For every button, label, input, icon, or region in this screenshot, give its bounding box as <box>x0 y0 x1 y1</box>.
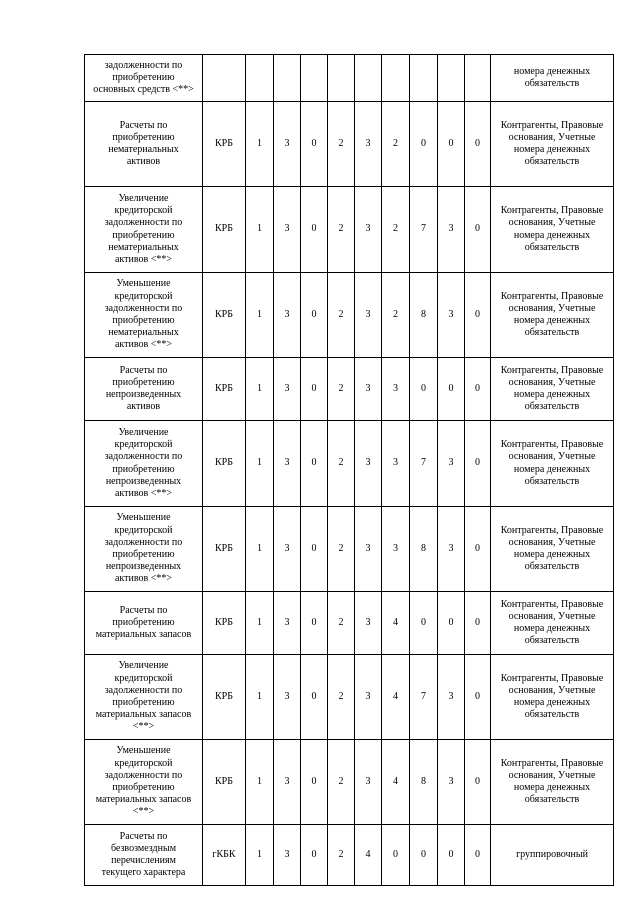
account-digit-cell: 2 <box>328 592 355 655</box>
account-digit-cell: 3 <box>274 507 301 592</box>
account-digit-cell: 0 <box>410 592 438 655</box>
account-digit-cell: 1 <box>246 273 274 358</box>
account-digit-cell: 8 <box>410 507 438 592</box>
account-digit-cell: 4 <box>382 592 410 655</box>
account-digit-cell <box>382 55 410 102</box>
kbk-type-cell: КРБ <box>203 102 246 187</box>
account-digit-cell: 3 <box>274 740 301 825</box>
account-digit-cell: 2 <box>328 507 355 592</box>
account-digit-cell: 3 <box>438 507 465 592</box>
table-row <box>85 187 614 273</box>
analytics-cell: Контрагенты, Правовые основания, Учетные номера денежных обязательств <box>491 655 614 740</box>
account-digit-cell: 0 <box>438 592 465 655</box>
account-digit-cell: 0 <box>301 655 328 740</box>
account-name-cell: Расчеты по приобретению нематериальных активов <box>85 102 203 187</box>
account-digit-cell: 3 <box>274 592 301 655</box>
account-digit-cell: 2 <box>382 273 410 358</box>
account-digit-cell: 4 <box>382 740 410 825</box>
analytics-cell: Контрагенты, Правовые основания, Учетные номера денежных обязательств <box>491 102 614 187</box>
account-digit-cell: 7 <box>410 187 438 273</box>
account-digit-cell: 2 <box>382 102 410 187</box>
account-digit-cell: 2 <box>328 187 355 273</box>
account-digit-cell: 0 <box>465 825 491 886</box>
account-name-cell: Увеличение кредиторской задолженности по приобретению материальных запасов <**> <box>85 655 203 740</box>
account-digit-cell: 0 <box>301 187 328 273</box>
account-digit-cell <box>274 55 301 102</box>
account-digit-cell: 0 <box>438 102 465 187</box>
account-digit-cell <box>438 55 465 102</box>
table-row <box>85 421 614 507</box>
account-digit-cell: 2 <box>328 273 355 358</box>
account-digit-cell: 0 <box>438 358 465 421</box>
account-digit-cell <box>246 55 274 102</box>
table-row <box>85 273 614 358</box>
account-digit-cell: 3 <box>274 102 301 187</box>
account-digit-cell: 3 <box>438 273 465 358</box>
account-digit-cell: 2 <box>328 740 355 825</box>
account-name-cell: Уменьшение кредиторской задолженности по приобретению материальных запасов <**> <box>85 740 203 825</box>
analytics-cell: Контрагенты, Правовые основания, Учетные номера денежных обязательств <box>491 507 614 592</box>
accounts-table <box>84 54 614 886</box>
analytics-cell: Контрагенты, Правовые основания, Учетные номера денежных обязательств <box>491 187 614 273</box>
account-digit-cell: 0 <box>465 421 491 507</box>
account-digit-cell: 3 <box>274 421 301 507</box>
kbk-type-cell <box>203 55 246 102</box>
analytics-cell: группировочный <box>491 825 614 886</box>
account-digit-cell: 0 <box>301 273 328 358</box>
account-name-cell: задолженности по приобретению основных средств <**> <box>85 55 203 102</box>
account-digit-cell: 1 <box>246 507 274 592</box>
account-digit-cell <box>465 55 491 102</box>
account-digit-cell <box>301 55 328 102</box>
account-digit-cell <box>355 55 382 102</box>
analytics-cell: Контрагенты, Правовые основания, Учетные номера денежных обязательств <box>491 592 614 655</box>
kbk-type-cell: гКБК <box>203 825 246 886</box>
account-digit-cell: 1 <box>246 187 274 273</box>
account-digit-cell: 0 <box>301 507 328 592</box>
kbk-type-cell: КРБ <box>203 187 246 273</box>
account-digit-cell: 2 <box>328 421 355 507</box>
account-name-cell: Расчеты по безвозмездным перечислениям текущего характера <box>85 825 203 886</box>
kbk-type-cell: КРБ <box>203 592 246 655</box>
account-digit-cell: 7 <box>410 421 438 507</box>
kbk-type-cell: КРБ <box>203 421 246 507</box>
account-digit-cell: 8 <box>410 740 438 825</box>
account-digit-cell <box>328 55 355 102</box>
account-digit-cell: 0 <box>301 421 328 507</box>
account-digit-cell: 2 <box>328 825 355 886</box>
account-digit-cell: 1 <box>246 358 274 421</box>
account-digit-cell: 3 <box>274 273 301 358</box>
table-body <box>85 55 614 886</box>
account-digit-cell: 2 <box>328 102 355 187</box>
account-digit-cell: 4 <box>382 655 410 740</box>
account-digit-cell: 3 <box>274 825 301 886</box>
account-digit-cell: 1 <box>246 825 274 886</box>
account-digit-cell: 0 <box>465 655 491 740</box>
account-digit-cell: 0 <box>465 592 491 655</box>
analytics-cell: Контрагенты, Правовые основания, Учетные номера денежных обязательств <box>491 740 614 825</box>
account-digit-cell: 3 <box>274 187 301 273</box>
account-name-cell: Увеличение кредиторской задолженности по приобретению непроизведенных активов <**> <box>85 421 203 507</box>
analytics-cell: Контрагенты, Правовые основания, Учетные номера денежных обязательств <box>491 358 614 421</box>
account-digit-cell: 2 <box>382 187 410 273</box>
account-name-cell: Увеличение кредиторской задолженности по приобретению нематериальных активов <**> <box>85 187 203 273</box>
account-digit-cell: 3 <box>355 592 382 655</box>
account-digit-cell: 0 <box>438 825 465 886</box>
account-digit-cell: 3 <box>438 740 465 825</box>
table-row <box>85 55 614 102</box>
account-digit-cell: 0 <box>465 507 491 592</box>
account-digit-cell: 3 <box>355 655 382 740</box>
account-digit-cell: 1 <box>246 102 274 187</box>
account-digit-cell: 0 <box>301 592 328 655</box>
account-digit-cell: 4 <box>355 825 382 886</box>
kbk-type-cell: КРБ <box>203 740 246 825</box>
account-name-cell: Расчеты по приобретению материальных запасов <box>85 592 203 655</box>
account-digit-cell: 0 <box>410 358 438 421</box>
table-row <box>85 825 614 886</box>
account-digit-cell: 3 <box>382 358 410 421</box>
analytics-cell: номера денежных обязательств <box>491 55 614 102</box>
account-digit-cell <box>410 55 438 102</box>
account-digit-cell: 3 <box>355 358 382 421</box>
table-row <box>85 102 614 187</box>
account-digit-cell: 0 <box>465 358 491 421</box>
account-digit-cell: 1 <box>246 592 274 655</box>
table-row <box>85 592 614 655</box>
account-digit-cell: 0 <box>410 102 438 187</box>
kbk-type-cell: КРБ <box>203 655 246 740</box>
account-digit-cell: 3 <box>274 655 301 740</box>
account-digit-cell: 3 <box>355 421 382 507</box>
account-digit-cell: 0 <box>465 102 491 187</box>
account-digit-cell: 0 <box>465 740 491 825</box>
account-digit-cell: 0 <box>301 740 328 825</box>
analytics-cell: Контрагенты, Правовые основания, Учетные номера денежных обязательств <box>491 421 614 507</box>
account-digit-cell: 0 <box>301 358 328 421</box>
table-row <box>85 655 614 740</box>
account-digit-cell: 1 <box>246 740 274 825</box>
account-digit-cell: 8 <box>410 273 438 358</box>
kbk-type-cell: КРБ <box>203 507 246 592</box>
account-digit-cell: 0 <box>410 825 438 886</box>
account-digit-cell: 3 <box>274 358 301 421</box>
account-digit-cell: 3 <box>438 187 465 273</box>
account-name-cell: Уменьшение кредиторской задолженности по приобретению нематериальных активов <**> <box>85 273 203 358</box>
account-name-cell: Расчеты по приобретению непроизведенных активов <box>85 358 203 421</box>
account-digit-cell: 0 <box>465 273 491 358</box>
account-digit-cell: 3 <box>355 102 382 187</box>
account-digit-cell: 3 <box>355 187 382 273</box>
account-digit-cell: 3 <box>355 273 382 358</box>
account-name-cell: Уменьшение кредиторской задолженности по приобретению непроизведенных активов <**> <box>85 507 203 592</box>
account-digit-cell: 1 <box>246 655 274 740</box>
kbk-type-cell: КРБ <box>203 273 246 358</box>
account-digit-cell: 3 <box>438 655 465 740</box>
account-digit-cell: 3 <box>355 507 382 592</box>
kbk-type-cell: КРБ <box>203 358 246 421</box>
account-digit-cell: 3 <box>382 507 410 592</box>
account-digit-cell: 3 <box>438 421 465 507</box>
table-row <box>85 358 614 421</box>
account-digit-cell: 2 <box>328 655 355 740</box>
table-row <box>85 507 614 592</box>
account-digit-cell: 0 <box>382 825 410 886</box>
account-digit-cell: 0 <box>465 187 491 273</box>
account-digit-cell: 1 <box>246 421 274 507</box>
account-digit-cell: 0 <box>301 825 328 886</box>
account-digit-cell: 3 <box>355 740 382 825</box>
account-digit-cell: 7 <box>410 655 438 740</box>
analytics-cell: Контрагенты, Правовые основания, Учетные номера денежных обязательств <box>491 273 614 358</box>
account-digit-cell: 2 <box>328 358 355 421</box>
account-digit-cell: 0 <box>301 102 328 187</box>
table-row <box>85 740 614 825</box>
account-digit-cell: 3 <box>382 421 410 507</box>
